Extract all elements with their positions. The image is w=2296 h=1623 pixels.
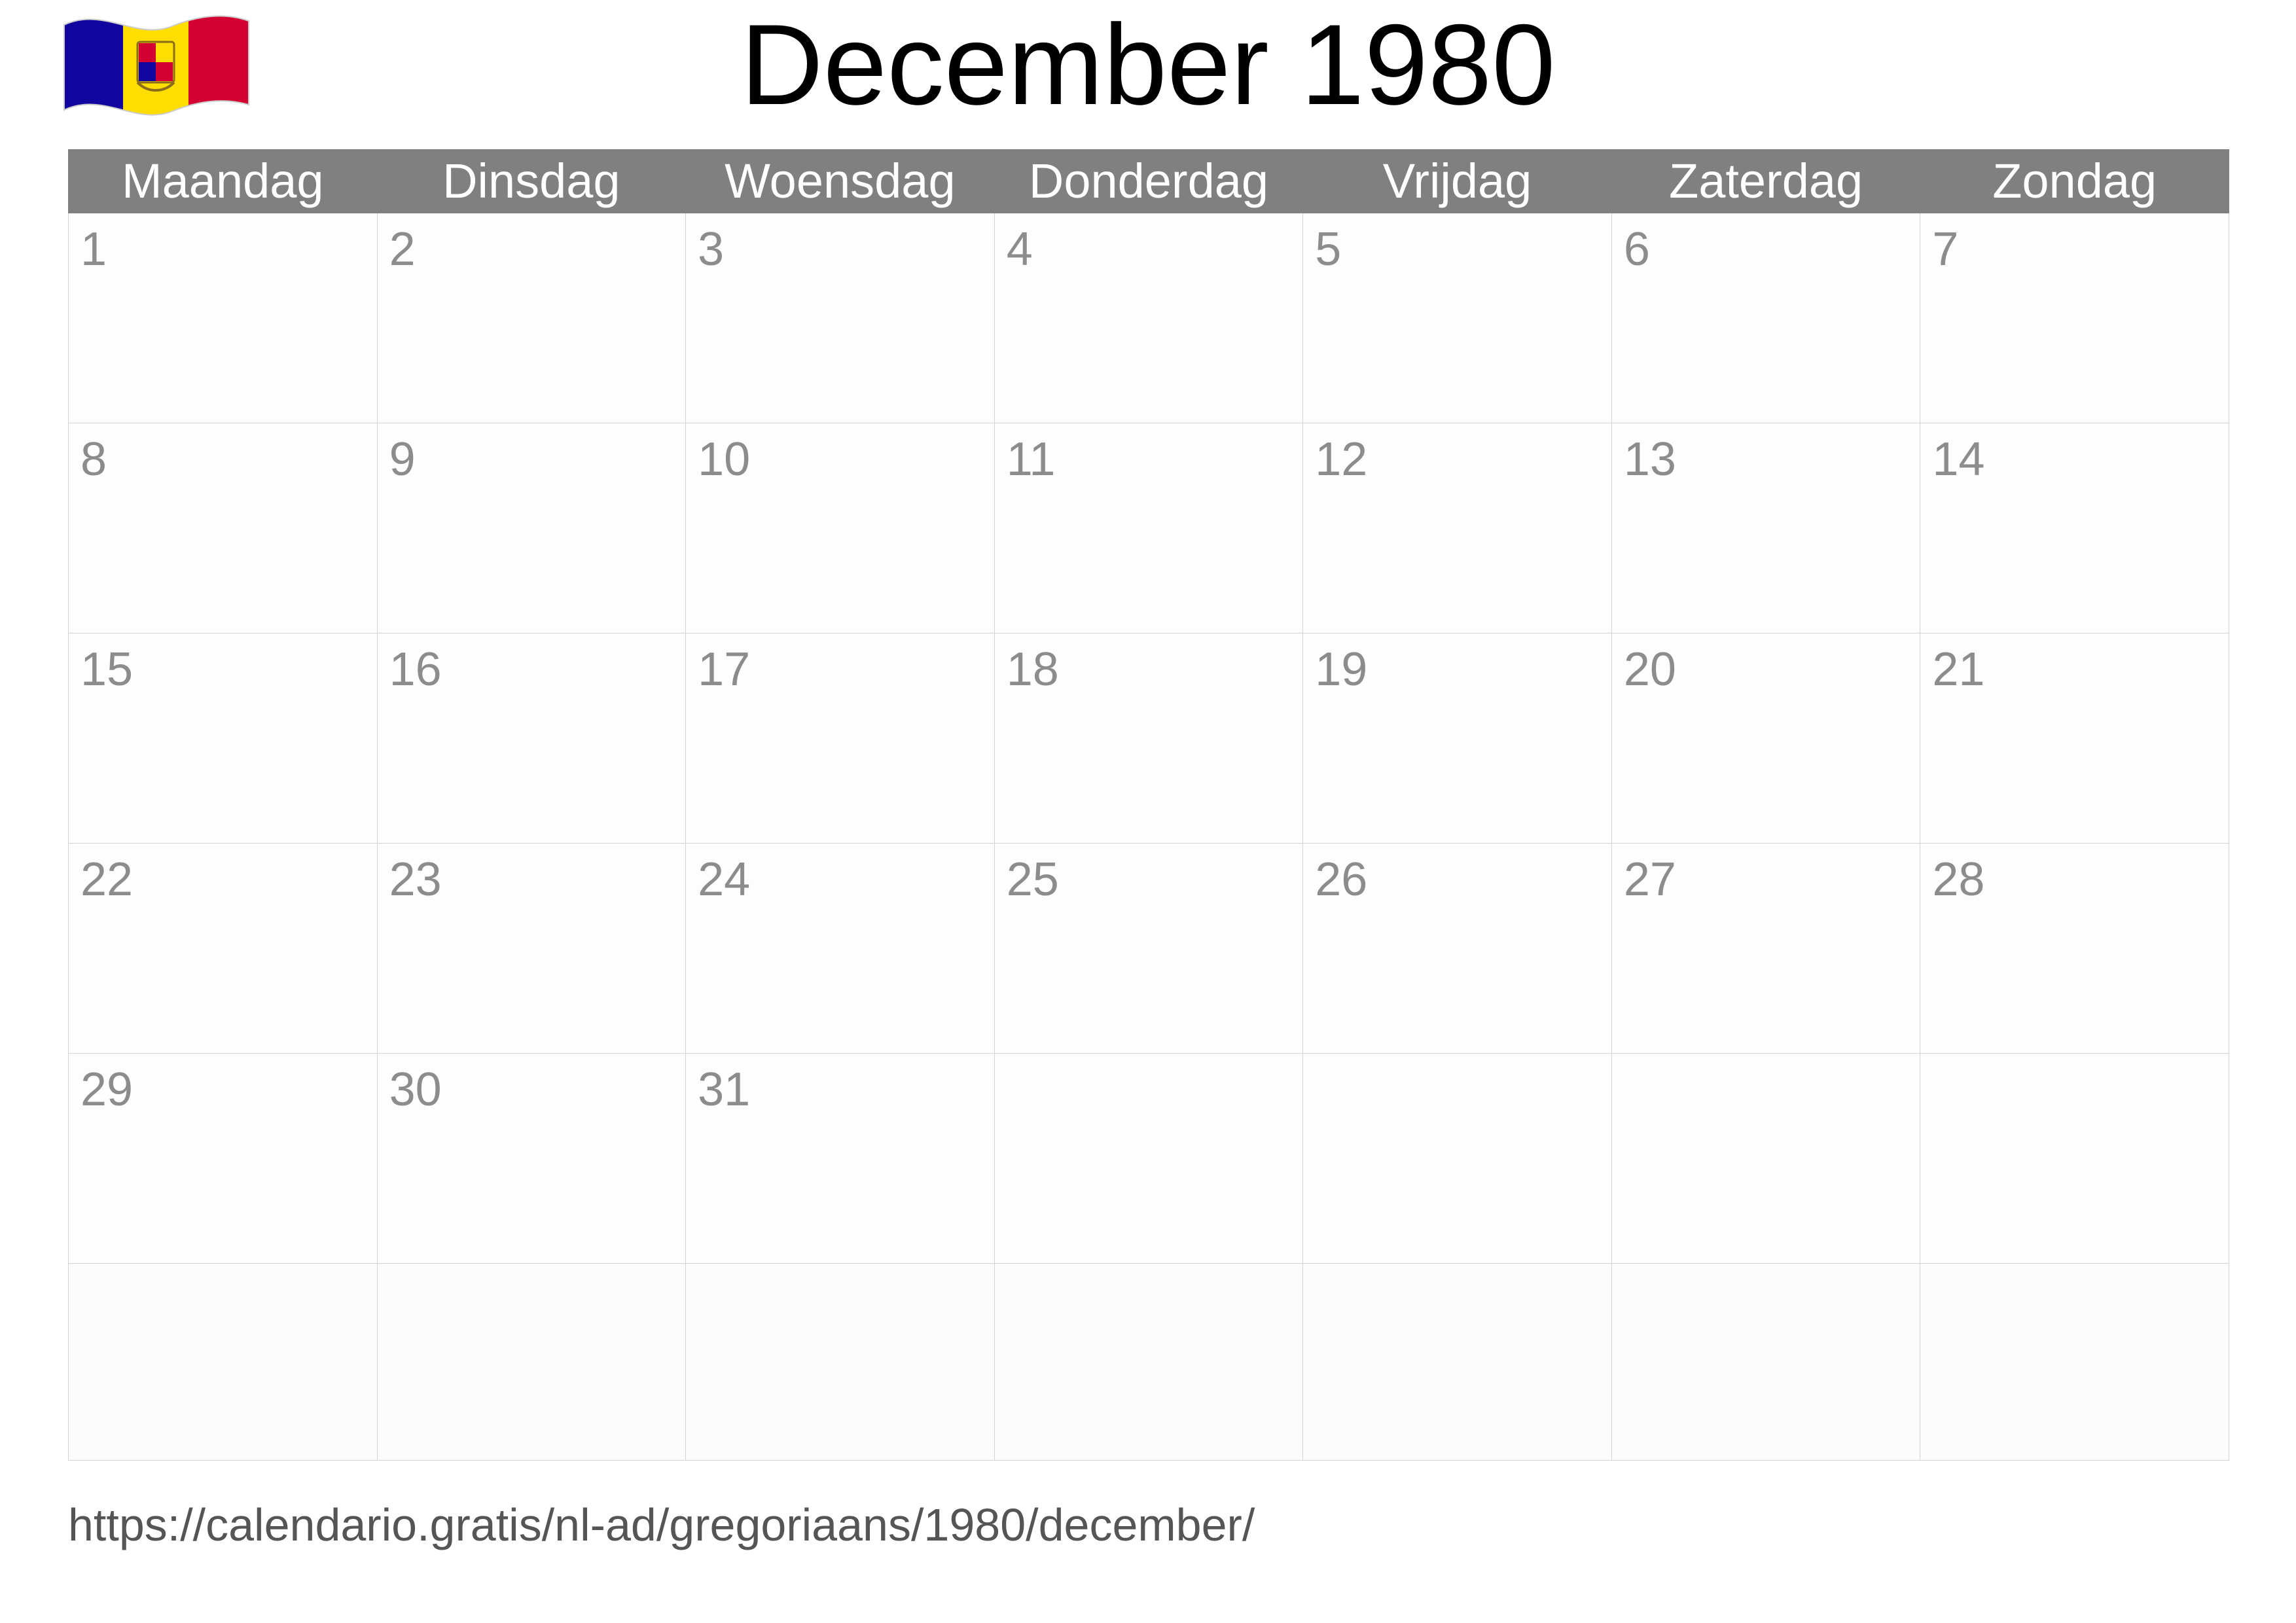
weekday-header-maandag: Maandag [69, 150, 378, 213]
weekday-header-row [69, 150, 2229, 213]
weekday-header-zaterdag: Zaterdag [1611, 150, 1920, 213]
calendar-table [68, 149, 2229, 1461]
day-number [1612, 1054, 1920, 1064]
day-cell-empty [1920, 1264, 2229, 1461]
day-cell[interactable] [1611, 213, 1920, 423]
day-cell[interactable] [686, 844, 995, 1054]
day-number: 7 [1932, 223, 1959, 276]
day-number: 6 [1623, 223, 1650, 276]
day-number: 2 [389, 223, 416, 276]
day-cell-empty [1303, 1264, 1612, 1461]
day-cell[interactable] [994, 423, 1303, 633]
day-number: 1 [81, 223, 107, 276]
day-cell[interactable] [69, 423, 378, 633]
day-cell[interactable] [1303, 213, 1612, 423]
day-number: 28 [1932, 853, 1985, 906]
day-number: 21 [1932, 643, 1985, 696]
day-number: 19 [1315, 643, 1368, 696]
day-number [1612, 1264, 1920, 1274]
day-number: 20 [1623, 643, 1676, 696]
day-cell[interactable] [69, 633, 378, 844]
day-cell[interactable] [377, 844, 686, 1054]
day-number: 9 [389, 433, 416, 486]
day-cell[interactable] [377, 1054, 686, 1264]
day-number: 16 [389, 643, 442, 696]
day-number [1303, 1054, 1611, 1064]
day-number: 23 [389, 853, 442, 906]
day-cell[interactable] [69, 844, 378, 1054]
day-cell-empty [69, 1264, 378, 1461]
calendar-grid [68, 149, 2229, 1461]
day-number [995, 1054, 1303, 1064]
day-cell-empty[interactable] [1920, 1054, 2229, 1264]
day-cell[interactable] [377, 213, 686, 423]
day-cell[interactable] [377, 423, 686, 633]
day-number [69, 1264, 377, 1274]
day-cell[interactable] [994, 633, 1303, 844]
day-number: 30 [389, 1063, 442, 1116]
day-number [1920, 1054, 2229, 1064]
calendar-week-row [69, 844, 2229, 1054]
day-cell-empty[interactable] [1303, 1054, 1612, 1264]
day-cell[interactable] [686, 633, 995, 844]
calendar-week-row [69, 423, 2229, 633]
day-number [686, 1264, 994, 1274]
day-number: 26 [1315, 853, 1368, 906]
day-cell[interactable] [686, 213, 995, 423]
day-number: 25 [1006, 853, 1059, 906]
day-number: 10 [698, 433, 751, 486]
day-number: 27 [1623, 853, 1676, 906]
day-number: 8 [81, 433, 107, 486]
day-number: 12 [1315, 433, 1368, 486]
calendar-week-row [69, 633, 2229, 844]
day-cell[interactable] [1611, 633, 1920, 844]
day-cell-empty[interactable] [994, 1054, 1303, 1264]
day-number: 29 [81, 1063, 134, 1116]
weekday-header-vrijdag: Vrijdag [1303, 150, 1612, 213]
day-number: 11 [1006, 433, 1056, 486]
day-cell[interactable] [994, 844, 1303, 1054]
day-number: 17 [698, 643, 751, 696]
weekday-header-dinsdag: Dinsdag [377, 150, 686, 213]
day-number: 4 [1006, 223, 1033, 276]
weekday-header-woensdag: Woensdag [686, 150, 995, 213]
day-cell[interactable] [1920, 844, 2229, 1054]
day-number [1920, 1264, 2229, 1274]
day-number: 13 [1623, 433, 1676, 486]
day-number: 24 [698, 853, 751, 906]
weekday-header-donderdag: Donderdag [994, 150, 1303, 213]
source-url[interactable]: https://calendario.gratis/nl-ad/gregoriaans/1980/december/ [68, 1499, 1255, 1550]
day-number [378, 1264, 686, 1274]
day-cell[interactable] [1303, 423, 1612, 633]
day-number [995, 1264, 1303, 1274]
page-title: December 1980 [740, 1, 1556, 129]
day-number: 3 [698, 223, 725, 276]
day-cell[interactable] [994, 213, 1303, 423]
day-cell-empty [377, 1264, 686, 1461]
day-cell-empty [994, 1264, 1303, 1461]
day-number: 22 [81, 853, 134, 906]
day-cell[interactable] [377, 633, 686, 844]
day-cell-empty[interactable] [1611, 1054, 1920, 1264]
day-cell[interactable] [1611, 423, 1920, 633]
day-cell[interactable] [686, 423, 995, 633]
weekday-header-zondag: Zondag [1920, 150, 2229, 213]
day-cell-empty [1611, 1264, 1920, 1461]
page-header [0, 0, 2296, 141]
calendar-week-row [69, 213, 2229, 423]
day-cell[interactable] [1611, 844, 1920, 1054]
calendar-week-row [69, 1054, 2229, 1264]
day-cell[interactable] [69, 1054, 378, 1264]
day-cell-empty [686, 1264, 995, 1461]
day-number: 14 [1932, 433, 1985, 486]
day-cell[interactable] [1920, 633, 2229, 844]
day-number: 31 [698, 1063, 751, 1116]
day-cell[interactable] [1303, 844, 1612, 1054]
day-number: 15 [81, 643, 134, 696]
day-cell[interactable] [69, 213, 378, 423]
day-cell[interactable] [1920, 423, 2229, 633]
day-cell[interactable] [1920, 213, 2229, 423]
day-number: 5 [1315, 223, 1342, 276]
day-number [1303, 1264, 1611, 1274]
day-cell[interactable] [686, 1054, 995, 1264]
calendar-week-row-faint [69, 1264, 2229, 1461]
day-number: 18 [1006, 643, 1059, 696]
day-cell[interactable] [1303, 633, 1612, 844]
